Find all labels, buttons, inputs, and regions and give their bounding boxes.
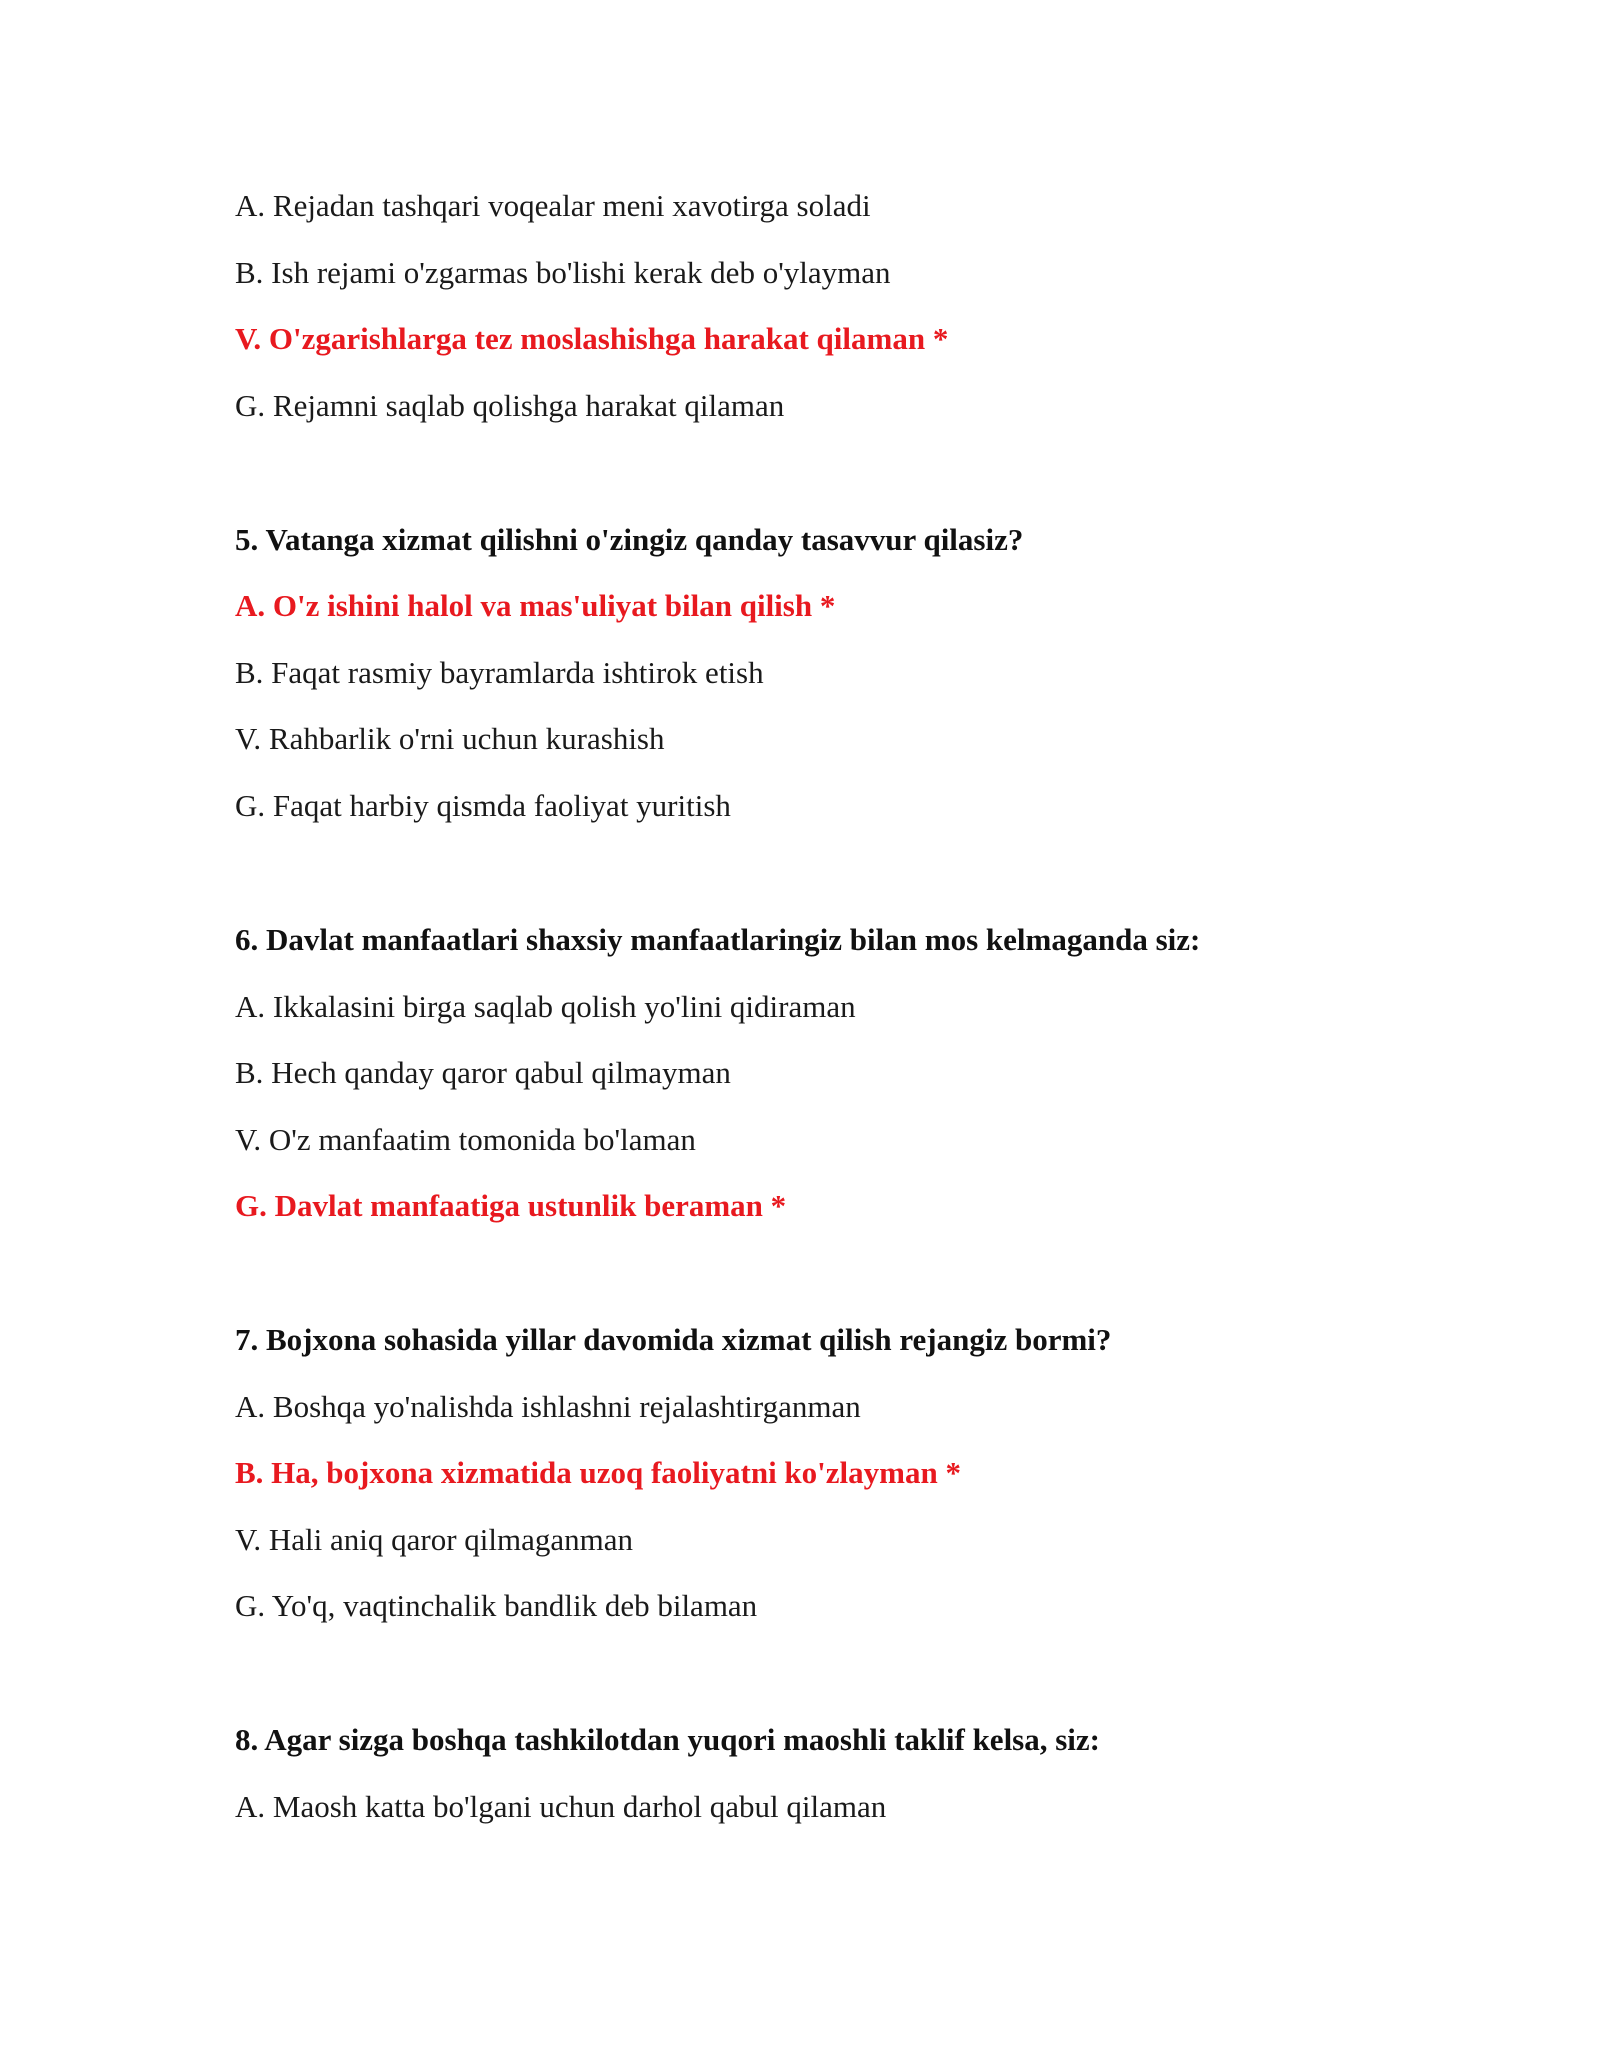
option-4a: A. Rejadan tashqari voqealar meni xavotirga soladi xyxy=(235,188,871,223)
question-7: 7. Bojxona sohasida yillar davomida xizmat qilish rejangiz bormi? xyxy=(235,1322,1112,1357)
question-6: 6. Davlat manfaatlari shaxsiy manfaatlaringiz bilan mos kelmaganda siz: xyxy=(235,922,1201,957)
option-5a-correct: A. O'z ishini halol va mas'uliyat bilan qilish * xyxy=(235,588,836,623)
option-7g: G. Yo'q, vaqtinchalik bandlik deb bilaman xyxy=(235,1588,758,1623)
option-7b-correct: B. Ha, bojxona xizmatida uzoq faoliyatni ko'zlayman * xyxy=(235,1455,961,1490)
option-6a: A. Ikkalasini birga saqlab qolish yo'lini qidiraman xyxy=(235,989,856,1024)
option-5b: B. Faqat rasmiy bayramlarda ishtirok etish xyxy=(235,655,764,690)
option-5g: G. Faqat harbiy qismda faoliyat yuritish xyxy=(235,788,731,823)
option-6g-correct: G. Davlat manfaatiga ustunlik beraman * xyxy=(235,1188,787,1223)
option-4b: B. Ish rejami o'zgarmas bo'lishi kerak deb o'ylayman xyxy=(235,255,891,290)
option-7a: A. Boshqa yo'nalishda ishlashni rejalashtirganman xyxy=(235,1389,861,1424)
option-5v: V. Rahbarlik o'rni uchun kurashish xyxy=(235,721,665,756)
option-4g: G. Rejamni saqlab qolishga harakat qilaman xyxy=(235,388,785,423)
option-7v: V. Hali aniq qaror qilmaganman xyxy=(235,1522,634,1557)
option-6v: V. O'z manfaatim tomonida bo'laman xyxy=(235,1122,696,1157)
option-8a: A. Maosh katta bo'lgani uchun darhol qabul qilaman xyxy=(235,1789,887,1824)
question-5: 5. Vatanga xizmat qilishni o'zingiz qanday tasavvur qilasiz? xyxy=(235,522,1024,557)
option-6b: B. Hech qanday qaror qabul qilmayman xyxy=(235,1055,731,1090)
option-4v-correct: V. O'zgarishlarga tez moslashishga harakat qilaman * xyxy=(235,321,949,356)
question-8: 8. Agar sizga boshqa tashkilotdan yuqori maoshli taklif kelsa, siz: xyxy=(235,1722,1101,1757)
